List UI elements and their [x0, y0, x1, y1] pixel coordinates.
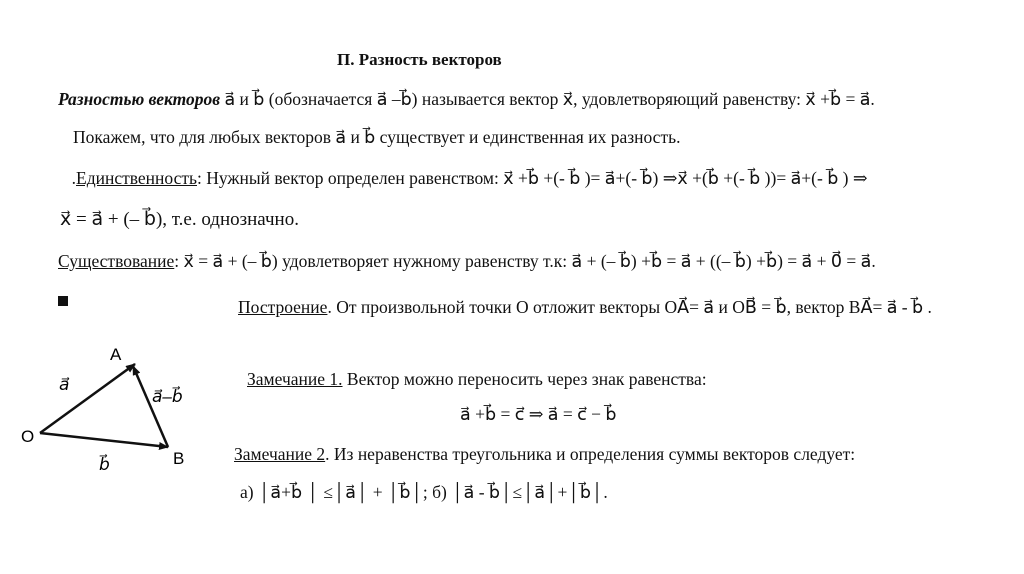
point-a-label: A: [110, 345, 122, 364]
uniqueness-line: [58, 167, 868, 189]
vector-triangle-diagram: [15, 340, 225, 480]
existence-label: Существование: [58, 251, 175, 271]
uniqueness-text: : Нужный вектор определен равенством: x⃗ +b⃗ +(- b⃗ )= a⃗+(- b⃗) ⇒x⃗ +(b⃗ +(- b⃗ ))= a⃗+(- b⃗ ) ⇒: [183, 168, 854, 188]
definition-text: a⃗ и b⃗ (обозначается a⃗ –b⃗) называется вектор x⃗, удовлетворяющий равенству: x⃗ +b⃗ = a⃗.: [220, 89, 875, 109]
existence-text: : x⃗ = a⃗ + (– b⃗) удовлетворяет нужному равенству т.к: a⃗ + (– b⃗) +b⃗ = a⃗ + ((– b⃗) +b⃗) = a⃗ + 0⃗ = a⃗.: [174, 251, 876, 271]
vector-a-label: a⃗: [59, 375, 70, 394]
remark1-text: Вектор можно переносить через знак равенства:: [342, 369, 707, 389]
remark1-line: [247, 368, 707, 390]
point-o-label: O: [21, 427, 35, 446]
vector-b-label: b⃗: [99, 455, 110, 474]
remark2-line: [234, 443, 855, 465]
point-b-label: B: [173, 449, 185, 468]
remark2-label: Замечание 2: [234, 444, 326, 464]
definition-term: Разностью векторов: [58, 89, 221, 109]
construction-line: [238, 296, 932, 318]
claim-line: Покажем, что для любых векторов a⃗ и b⃗ существует и единственная их разность.: [73, 127, 681, 147]
remark1-formula: a⃗ +b⃗ = c⃗ ⇒ a⃗ = c⃗ − b⃗: [460, 404, 617, 424]
uniqueness-label: Единственность: [62, 168, 184, 188]
vector-oa-line: [40, 364, 135, 433]
construction-text: . От произвольной точки O отложит векторы OA⃗= a⃗ и OB⃗ = b⃗, вектор BA⃗= a⃗ - b⃗ .: [327, 297, 932, 317]
uniqueness-prefix: .: [58, 168, 63, 188]
bullet-marker: [58, 296, 68, 306]
remark2-formula: а) │a⃗+b⃗ │ ≤│a⃗│ + │b⃗│; б) │a⃗ - b⃗│≤│a⃗│+│b⃗│.: [240, 482, 608, 502]
remark1-label: Замечание 1.: [247, 369, 343, 389]
construction-label: Построение: [238, 297, 328, 317]
remark2-text: . Из неравенства треугольника и определения суммы векторов следует:: [325, 444, 856, 464]
page-title: П. Разность векторов: [337, 50, 502, 69]
vector-ob-line: [40, 433, 168, 447]
definition-line: [58, 88, 875, 110]
existence-line: [58, 250, 876, 272]
uniqueness-result: x⃗ = a⃗ + (– b⃗), т.е. однозначно.: [60, 209, 299, 230]
vector-diff-label: a⃗–b⃗: [152, 387, 183, 406]
vector-ba-line: [133, 366, 168, 447]
